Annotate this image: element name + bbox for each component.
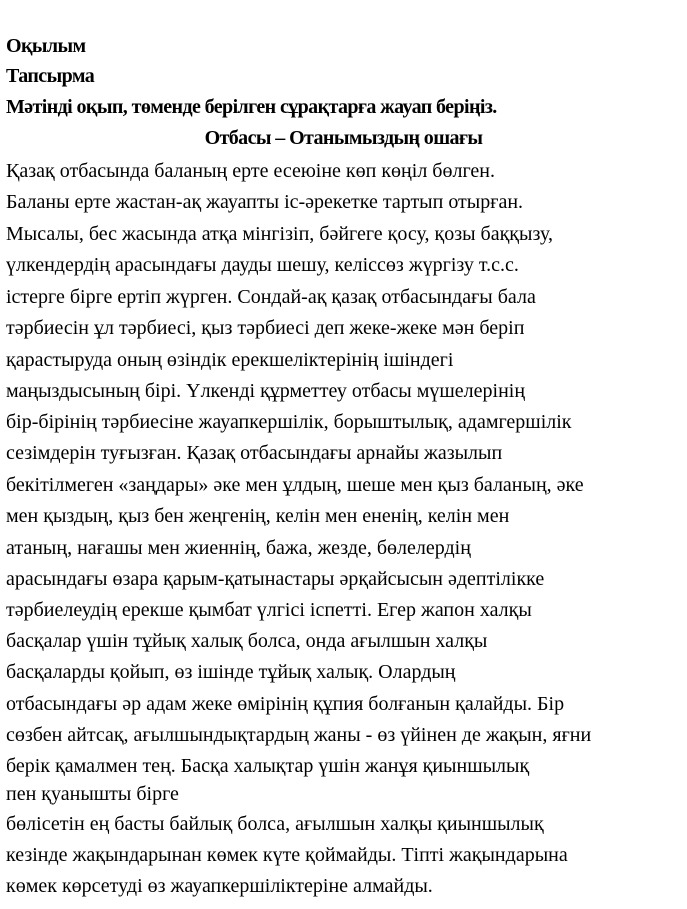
body-line: Баланы ерте жастан-ақ жауапты іс-әрекетке тартып отырған.	[6, 191, 524, 213]
section-label: Оқылым	[6, 35, 86, 57]
body-line: бір-бірінің тәрбиесіне жауапкершілік, борыштылық, адамгершілік	[6, 411, 572, 433]
body-line: бөлісетін ең басты байлық болса, ағылшын халқы қиыншылық	[6, 813, 544, 835]
body-line: пен қуанышты бірге	[6, 783, 179, 805]
body-line: атаның, нағашы мен жиеннің, бажа, жезде, бөлелердің	[6, 537, 471, 559]
body-line: қарастыруда оның өзіндік ерекшеліктерінің ішіндегі	[6, 349, 454, 371]
body-line: Қазақ отбасында баланың ерте есеюіне көп көңіл бөлген.	[6, 160, 495, 182]
body-line: отбасындағы әр адам жеке өмірінің құпия болғанын қалайды. Бір	[6, 693, 565, 715]
task-label: Тапсырма	[6, 65, 95, 87]
body-line: мен қыздың, қыз бен жеңгенің, келін мен ененің, келін мен	[6, 505, 510, 527]
body-line: үлкендердің арасындағы дауды шешу, келіссөз жүргізу т.с.с.	[6, 254, 519, 276]
body-line: сезімдерін туғызған. Қазақ отбасындағы арнайы жазылып	[6, 442, 503, 464]
body-line: кезінде жақындарынан көмек күте қоймайды. Тіпті жақындарына	[6, 844, 568, 866]
body-line: көмек көрсетуді өз жауапкершіліктеріне алмайды.	[6, 875, 433, 897]
body-line: бекітілмеген «заңдары» әке мен ұлдың, шеше мен қыз баланың, әке	[6, 474, 584, 496]
body-line: басқаларды қойып, өз ішінде тұйық халық. Олардың	[6, 661, 456, 683]
text-title: Отбасы – Отанымыздың ошағы	[204, 127, 483, 149]
body-line: басқалар үшін тұйық халық болса, онда ағылшын халқы	[6, 630, 488, 652]
body-line: тәрбиелеудің ерекше қымбат үлгісі іспетті. Егер жапон халқы	[6, 599, 532, 621]
body-line: арасындағы өзара қарым-қатынастары әрқайсысын әдептілікке	[6, 568, 545, 590]
body-line: маңыздысының бірі. Үлкенді құрметтеу отбасы мүшелерінің	[6, 380, 526, 402]
body-line: Мысалы, бес жасында атқа мінгізіп, бәйгеге қосу, қозы баққызу,	[6, 223, 553, 245]
body-line: тәрбиесін ұл тәрбиесі, қыз тәрбиесі деп жеке-жеке мән беріп	[6, 317, 525, 339]
instruction-text: Мәтінді оқып, төменде берілген сұрақтарға жауап беріңіз.	[6, 96, 497, 118]
body-line: берік қамалмен тең. Басқа халықтар үшін жанұя қиыншылық	[6, 755, 530, 777]
body-line: сөзбен айтсақ, ағылшындықтардың жаны - өз үйінен де жақын, яғни	[6, 724, 592, 746]
body-line: істерге бірге ертіп жүрген. Сондай-ақ қазақ отбасындағы бала	[6, 286, 536, 308]
